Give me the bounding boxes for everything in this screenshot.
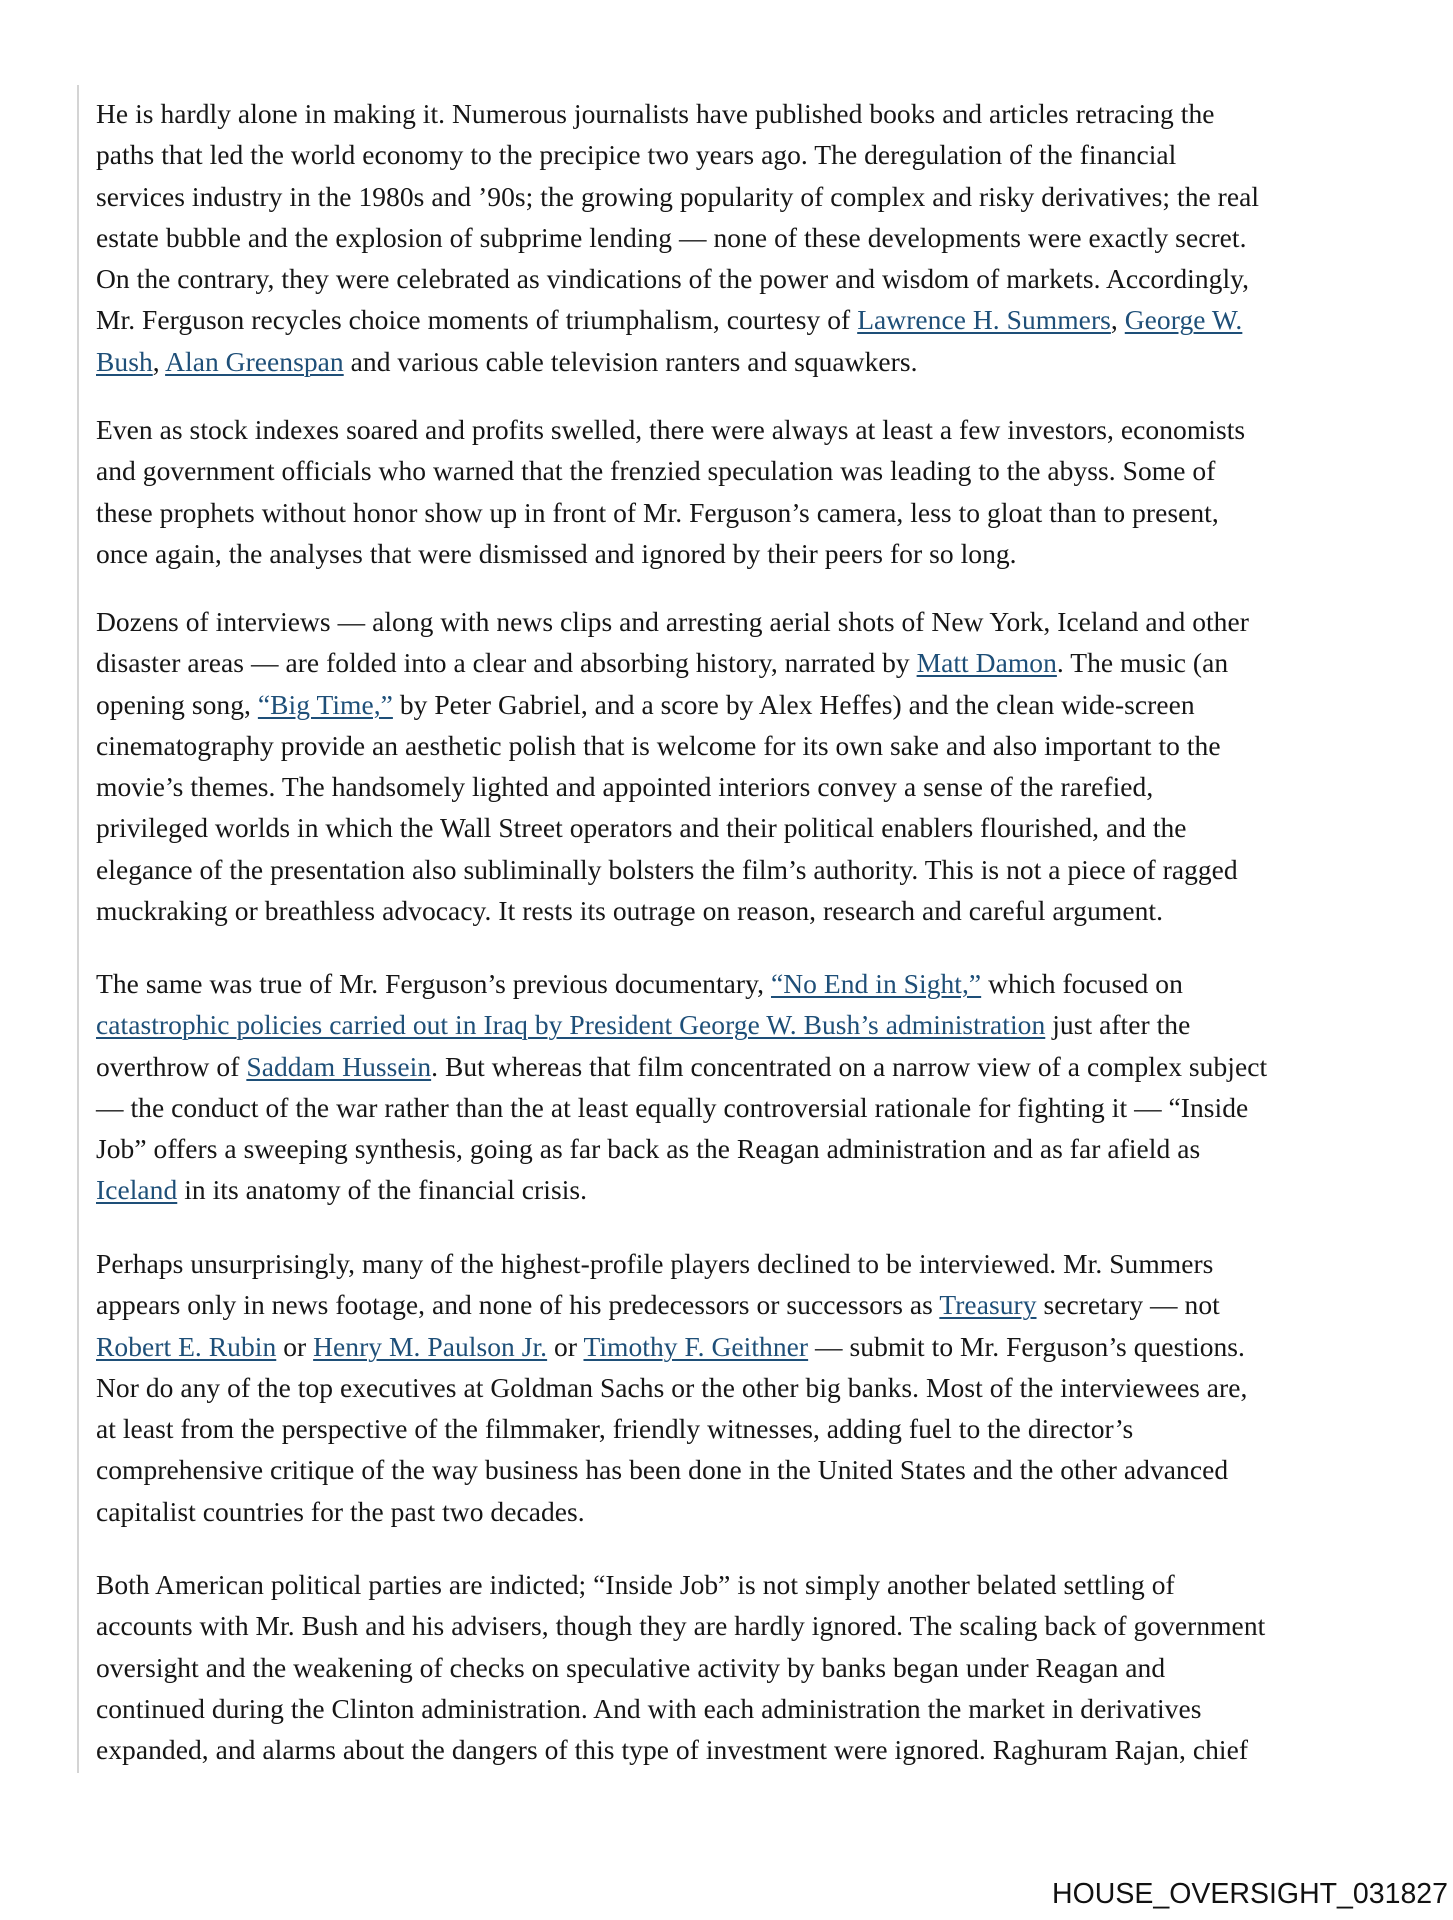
text-line	[96, 299, 1259, 340]
body-text: Both American political parties are indicted; “Inside Job” is not simply another belated settling of	[96, 1569, 1175, 1600]
article-link[interactable]: “No End in Sight,”	[770, 968, 982, 999]
body-text: estate bubble and the explosion of subprime lending — none of these developments were exactly secret.	[96, 221, 1247, 253]
article-link[interactable]: Timothy F. Geithner	[583, 1330, 809, 1362]
body-text: . The music (an	[1056, 647, 1229, 679]
paragraph-1	[96, 93, 1259, 382]
body-text: appears only in news footage, and none of his predecessors or successors as	[96, 1289, 940, 1321]
body-text: Mr. Ferguson recycles choice moments of triumphalism, courtesy of	[96, 304, 858, 336]
body-text: — submit to Mr. Ferguson’s questions.	[808, 1330, 1245, 1362]
text-line	[96, 1169, 1267, 1210]
text-line	[96, 93, 1259, 134]
paragraph-6	[96, 1564, 1265, 1770]
text-line	[96, 1564, 1265, 1605]
text-line	[96, 1491, 1247, 1532]
text-line	[96, 450, 1245, 491]
body-text: which focused on	[981, 968, 1183, 999]
paragraph-4	[96, 963, 1267, 1211]
body-text: ,	[152, 345, 166, 377]
body-text: ,	[1110, 304, 1125, 336]
body-text: oversight and the weakening of checks on speculative activity by banks began under Reagan and	[96, 1651, 1166, 1683]
body-text: Nor do any of the top executives at Goldman Sachs or the other big banks. Most of the interviewees are,	[96, 1371, 1248, 1403]
paragraph-2	[96, 409, 1245, 574]
article-link[interactable]: George W.	[1124, 304, 1243, 336]
body-text: elegance of the presentation also subliminally bolsters the film’s authority. This is not a piece of ragged	[96, 853, 1238, 885]
text-line	[96, 807, 1249, 848]
body-text: movie’s themes. The handsomely lighted and appointed interiors convey a sense of the rarefied,	[96, 771, 1154, 803]
body-text: comprehensive critique of the way business has been done in the United States and the other advanced	[96, 1454, 1229, 1486]
body-text: and government officials who warned that the frenzied speculation was leading to the abyss. Some of	[96, 455, 1216, 487]
article-body	[77, 85, 1377, 1773]
text-line	[96, 1367, 1247, 1408]
paragraph-5	[96, 1243, 1247, 1532]
text-line	[96, 492, 1245, 533]
body-text: He is hardly alone in making it. Numerous journalists have published books and articles retracing the	[96, 98, 1215, 129]
text-line	[96, 1449, 1247, 1490]
article-link[interactable]: catastrophic policies carried out in Iraq by President George W. Bush’s administration	[96, 1009, 1046, 1041]
body-text: On the contrary, they were celebrated as vindications of the power and wisdom of markets. Accordingly,	[96, 263, 1250, 295]
body-text: paths that led the world economy to the precipice two years ago. The deregulation of the financial	[96, 139, 1177, 171]
text-line	[96, 176, 1259, 217]
text-line	[96, 1326, 1247, 1367]
text-line	[96, 134, 1259, 175]
body-text: by Peter Gabriel, and a score by Alex Heffes) and the clean wide-screen	[392, 688, 1195, 720]
text-line	[96, 601, 1249, 642]
body-text: services industry in the 1980s and ’90s; the growing popularity of complex and risky derivatives; the real	[96, 180, 1260, 212]
body-text: opening song,	[96, 688, 258, 720]
text-line	[96, 684, 1249, 725]
article-link[interactable]: Treasury	[939, 1289, 1037, 1321]
body-text: The same was true of Mr. Ferguson’s previous documentary,	[96, 968, 771, 999]
text-line	[96, 766, 1249, 807]
body-text: expanded, and alarms about the dangers of this type of investment were ignored. Raghuram Rajan, chief	[96, 1734, 1249, 1766]
text-line	[96, 890, 1249, 931]
text-line	[96, 1087, 1267, 1128]
article-link[interactable]: Robert E. Rubin	[96, 1330, 277, 1362]
article-link[interactable]: Henry M. Paulson Jr.	[313, 1330, 548, 1362]
text-line	[96, 258, 1259, 299]
text-line	[96, 1688, 1265, 1729]
text-line	[96, 1408, 1247, 1449]
body-text: secretary — not	[1036, 1289, 1220, 1321]
text-line	[96, 849, 1249, 890]
article-link[interactable]: “Big Time,”	[257, 688, 393, 720]
body-text: or	[276, 1330, 314, 1362]
article-link[interactable]: Iceland	[96, 1174, 178, 1206]
paragraph-3	[96, 601, 1249, 931]
text-line	[96, 725, 1249, 766]
body-text: capitalist countries for the past two decades.	[96, 1495, 585, 1527]
text-line	[96, 1729, 1265, 1770]
body-text: Job” offers a sweeping synthesis, going as far back as the Reagan administration and as far afield as	[96, 1133, 1201, 1165]
body-text: overthrow of	[96, 1050, 247, 1082]
body-text: disaster areas — are folded into a clear and absorbing history, narrated by	[96, 647, 917, 679]
text-line	[96, 1004, 1267, 1045]
body-text: Dozens of interviews — along with news clips and arresting aerial shots of New York, Iceland and other	[96, 606, 1249, 637]
text-line	[96, 963, 1267, 1004]
text-line	[96, 217, 1259, 258]
text-line	[96, 1046, 1267, 1087]
text-line	[96, 533, 1245, 574]
text-line	[96, 1284, 1247, 1325]
article-link[interactable]: Saddam Hussein	[246, 1050, 432, 1082]
body-text: at least from the perspective of the filmmaker, friendly witnesses, adding fuel to the director’s	[96, 1413, 1134, 1445]
body-text: just after the	[1045, 1009, 1191, 1041]
article-link[interactable]: Matt Damon	[916, 647, 1057, 679]
article-link[interactable]: Alan Greenspan	[165, 345, 344, 377]
body-text: privileged worlds in which the Wall Street operators and their political enablers flourished, and the	[96, 812, 1187, 844]
text-line	[96, 1128, 1267, 1169]
body-text: and various cable television ranters and squawkers.	[343, 345, 918, 377]
body-text: muckraking or breathless advocacy. It rests its outrage on reason, research and careful argument.	[96, 895, 1163, 927]
text-line	[96, 1243, 1247, 1284]
body-text: — the conduct of the war rather than the at least equally controversial rationale for fighting it — “Inside	[96, 1091, 1249, 1123]
bates-number: HOUSE_OVERSIGHT_031827	[1052, 1878, 1449, 1910]
text-line	[96, 1605, 1265, 1646]
text-line	[96, 341, 1259, 382]
body-text: cinematography provide an aesthetic polish that is welcome for its own sake and also important to the	[96, 729, 1221, 761]
text-line	[96, 1647, 1265, 1688]
text-line	[96, 642, 1249, 683]
body-text: or	[547, 1330, 584, 1362]
body-text: Perhaps unsurprisingly, many of the highest-profile players declined to be interviewed. Mr. Summers	[96, 1248, 1214, 1279]
body-text: once again, the analyses that were dismissed and ignored by their peers for so long.	[96, 537, 1017, 569]
body-text: accounts with Mr. Bush and his advisers, though they are hardly ignored. The scaling back of government	[96, 1610, 1266, 1642]
body-text: these prophets without honor show up in front of Mr. Ferguson’s camera, less to gloat than to present,	[96, 496, 1219, 528]
body-text: in its anatomy of the financial crisis.	[177, 1174, 588, 1206]
article-link[interactable]: Lawrence H. Summers	[857, 304, 1111, 336]
body-text: Even as stock indexes soared and profits swelled, there were always at least a few investors, economists	[96, 414, 1246, 445]
text-line	[96, 409, 1245, 450]
body-text: . But whereas that film concentrated on a narrow view of a complex subject	[431, 1050, 1268, 1082]
article-link[interactable]: Bush	[96, 345, 153, 377]
body-text: continued during the Clinton administration. And with each administration the market in derivatives	[96, 1692, 1202, 1724]
